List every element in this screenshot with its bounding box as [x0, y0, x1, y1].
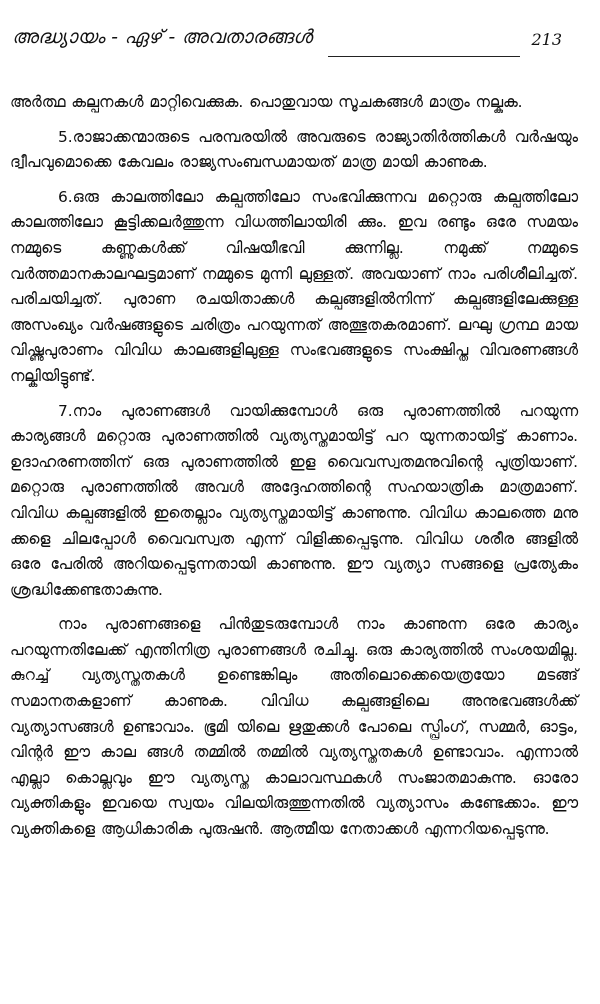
- paragraph-closing: നാം പുരാണങ്ങളെ പിൻതുടരുമ്പോൾ നാം കാണുന്ന ഒരേ കാര്യം പറയുന്നതിലേക്ക് എന്തിനിത്ര പുരാണങ്ങൾ രചിച്ചു. ഒരു കാര്യത്തിൽ സംശയമില്ല. കുറച്ച് വ്യത്യസ്തതകൾ ഉണ്ടെങ്കിലും അതിലൊക്കെയെത്രയോ മടങ്ങ് സമാനതകളാണ് കാണുക. വിവിധ കല്പങ്ങളിലെ അനുഭവങ്ങൾക്ക് വ്യത്യാസങ്ങൾ ഉണ്ടാവാം. ഭൂമി യിലെ ഋതുക്കൾ പോലെ സ്പ്രിംഗ്, സമ്മർ, ഓട്ടം, വിന്റർ ഈ കാല ങ്ങൾ തമ്മിൽ തമ്മിൽ വ്യത്യസ്തതകൾ ഉണ്ടാവാം. എന്നാൽ എല്ലാ കൊല്ലവും ഈ വ്യത്യസ്ത കാലാവസ്ഥകൾ സംജാതമാകുന്നു. ഓരോ വ്യക്തികളും ഇവയെ സ്വയം വിലയിരുത്തുന്നതിൽ വ്യത്യാസം കണ്ടേക്കാം. ഈ വ്യക്തികളെ ആധികാരിക പുരുഷൻ. ആത്മീയ നേതാക്കൾ എന്നറിയപ്പെടുന്നു.: [10, 615, 578, 839]
- paragraph-item-7: 7.നാം പുരാണങ്ങൾ വായിക്കുമ്പോൾ ഒരു പുരാണത്തിൽ പറയുന്ന കാര്യങ്ങൾ മറ്റൊരു പുരാണത്തിൽ വ്യത്യസ്തമായിട്ട് പറ യുന്നതായിട്ട് കാണാം. ഉദാഹരണത്തിന് ഒരു പുരാണത്തിൽ ഇള വൈവസ്വതമനുവിന്റെ പുത്രിയാണ്. മറ്റൊരു പുരാണത്തിൽ അവൾ അദ്ദേഹത്തിന്റെ സഹയാത്രിക മാത്രമാണ്. വിവിധ കല്പങ്ങളിൽ ഇതെല്ലാം വ്യത്യസ്തമായിട്ട് കാണുന്നു. വിവിധ കാലത്തെ മനു ക്കളെ ചിലപ്പോൾ വൈവസ്വത എന്ന് വിളിക്കപ്പെടുന്നു. വിവിധ ശരീര ങ്ങളിൽ ഒരേ പേരിൽ അറിയപ്പെടുന്നതായി കാണുന്നു. ഈ വ്യത്യാ സങ്ങളെ പ്രത്യേകം ശ്രദ്ധിക്കേണ്ടതാകുന്നു.: [10, 401, 578, 599]
- header-rule: [328, 56, 520, 57]
- page-number: 213: [531, 30, 562, 49]
- paragraph-item-6: 6.ഒരു കാലത്തിലോ കല്പത്തിലോ സംഭവിക്കുന്നവ മറ്റൊരു കല്പത്തിലോ കാലത്തിലോ കൂട്ടിക്കലർത്തുന്ന വിധത്തിലായിരി ക്കും. ഇവ രണ്ടും ഒരേ സമയം നമ്മുടെ കണ്ണുകൾക്ക് വിഷയീഭവി ക്കുന്നില്ല. നമുക്ക് നമ്മുടെ വർത്തമാനകാലഘട്ടമാണ് നമ്മുടെ മുന്നി ലുള്ളത്. അവയാണ് നാം പരിശീലിച്ചത്. പരിചയിച്ചത്. പുരാണ രചയിതാക്കൾ കല്പങ്ങളിൽനിന്ന് കല്പങ്ങളിലേക്കുള്ള അസംഖ്യം വർഷങ്ങളുടെ ചരിത്രം പറയുന്നത് അത്ഭുതകരമാണ്. ലഘു ഗ്രന്ഥ മായ വിഷ്ണുപുരാണം വിവിധ കാലങ്ങളിലുള്ള സംഭവങ്ങളുടെ സംക്ഷിപ്ത വിവരണങ്ങൾ നല്കിയിട്ടുണ്ട്.: [10, 187, 578, 385]
- paragraph-continued: അർത്ഥ കല്പനകൾ മാറ്റിവെക്കുക. പൊതുവായ സൂചകങ്ങൾ മാത്രം നല്കുക.: [10, 93, 523, 111]
- body-text: [10, 90, 578, 843]
- paragraph-item-5: 5.രാജാക്കന്മാരുടെ പരമ്പരയിൽ അവരുടെ രാജ്യാതിർത്തികൾ വർഷയും ദ്വീപവുമൊക്കെ കേവലം രാജ്യസംബന്ധമായത് മാത്ര മായി കാണുക.: [10, 127, 578, 172]
- running-head: അദ്ധ്യായം - ഏഴ് - അവതാരങ്ങൾ: [12, 26, 313, 48]
- page-header: [10, 18, 580, 68]
